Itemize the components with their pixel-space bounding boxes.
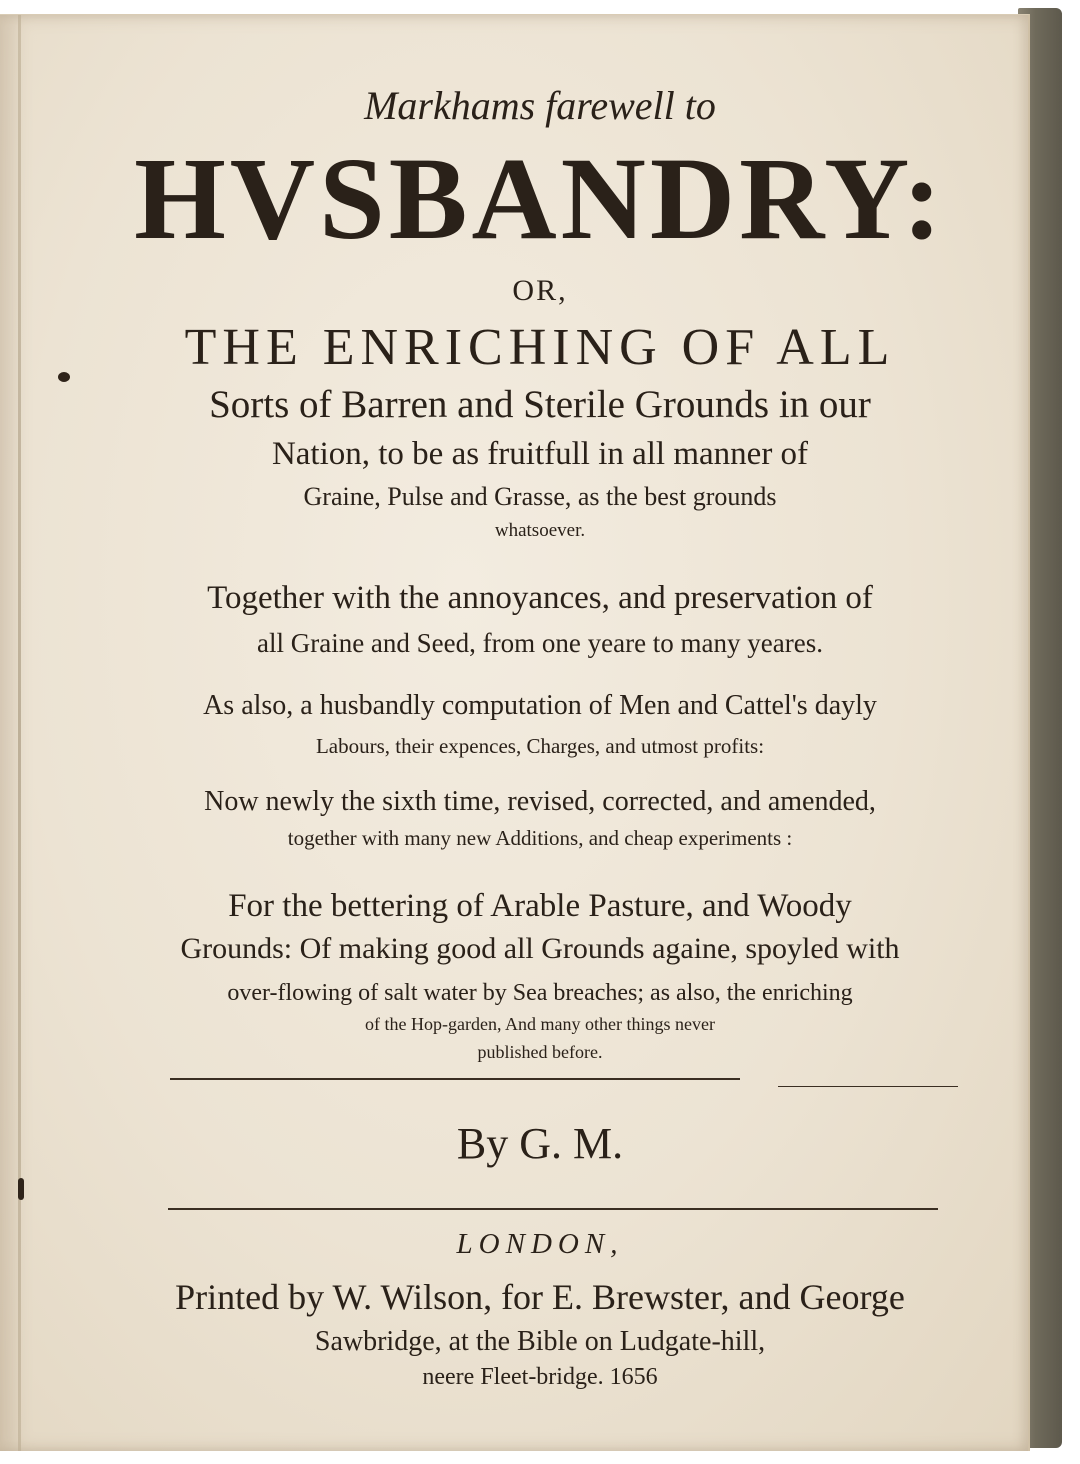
paragraph-4-line-3: over-flowing of salt water by Sea breaches; as also, the enriching	[227, 980, 853, 1006]
page-gutter	[18, 15, 21, 1451]
subtitle-line-2: Sorts of Barren and Sterile Grounds in our	[209, 383, 871, 426]
paragraph-3-line-1: Now newly the sixth time, revised, corrected, and amended,	[204, 786, 876, 817]
subtitle-line-4: Graine, Pulse and Grasse, as the best grounds	[303, 482, 777, 511]
imprint-line-3: neere Fleet-bridge. 1656	[422, 1364, 658, 1390]
ink-speck	[58, 372, 70, 382]
divider-rule-upper	[170, 1078, 740, 1080]
paragraph-3-line-2: together with many new Additions, and cheap experiments :	[287, 826, 793, 850]
paragraph-2-line-1: As also, a husbandly computation of Men and Cattel's dayly	[203, 690, 877, 721]
paragraph-2-line-2: Labours, their expences, Charges, and utmost profits:	[315, 734, 765, 758]
paragraph-4-line-1: For the bettering of Arable Pasture, and Woody	[228, 888, 852, 924]
paragraph-1-line-2: all Graine and Seed, from one yeare to many yeares.	[256, 628, 823, 658]
divider-rule-upper-right	[778, 1086, 958, 1087]
divider-rule-lower	[168, 1208, 938, 1210]
subtitle-line-5: whatsoever.	[494, 520, 586, 541]
or-line: OR,	[512, 274, 568, 307]
imprint-line-2: Sawbridge, at the Bible on Ludgate-hill,	[314, 1326, 766, 1357]
paragraph-4-line-5: published before.	[477, 1042, 603, 1062]
paragraph-1-line-1: Together with the annoyances, and preservation of	[207, 580, 873, 616]
subtitle-line-1: THE ENRICHING OF ALL	[184, 319, 896, 376]
imprint-city: LONDON,	[456, 1228, 624, 1260]
heading-line: Markhams farewell to	[364, 83, 716, 128]
main-title: HVSBANDRY:	[134, 133, 946, 264]
paragraph-4-line-2: Grounds: Of making good all Grounds againe, spoyled with	[180, 932, 900, 965]
paragraph-4-line-4: of the Hop-garden, And many other things never	[365, 1014, 715, 1034]
subtitle-line-3: Nation, to be as fruitfull in all manner of	[271, 436, 809, 472]
imprint-line-1: Printed by W. Wilson, for E. Brewster, and George	[175, 1277, 905, 1317]
ink-speck	[18, 1178, 24, 1200]
author-line: By G. M.	[456, 1119, 624, 1168]
